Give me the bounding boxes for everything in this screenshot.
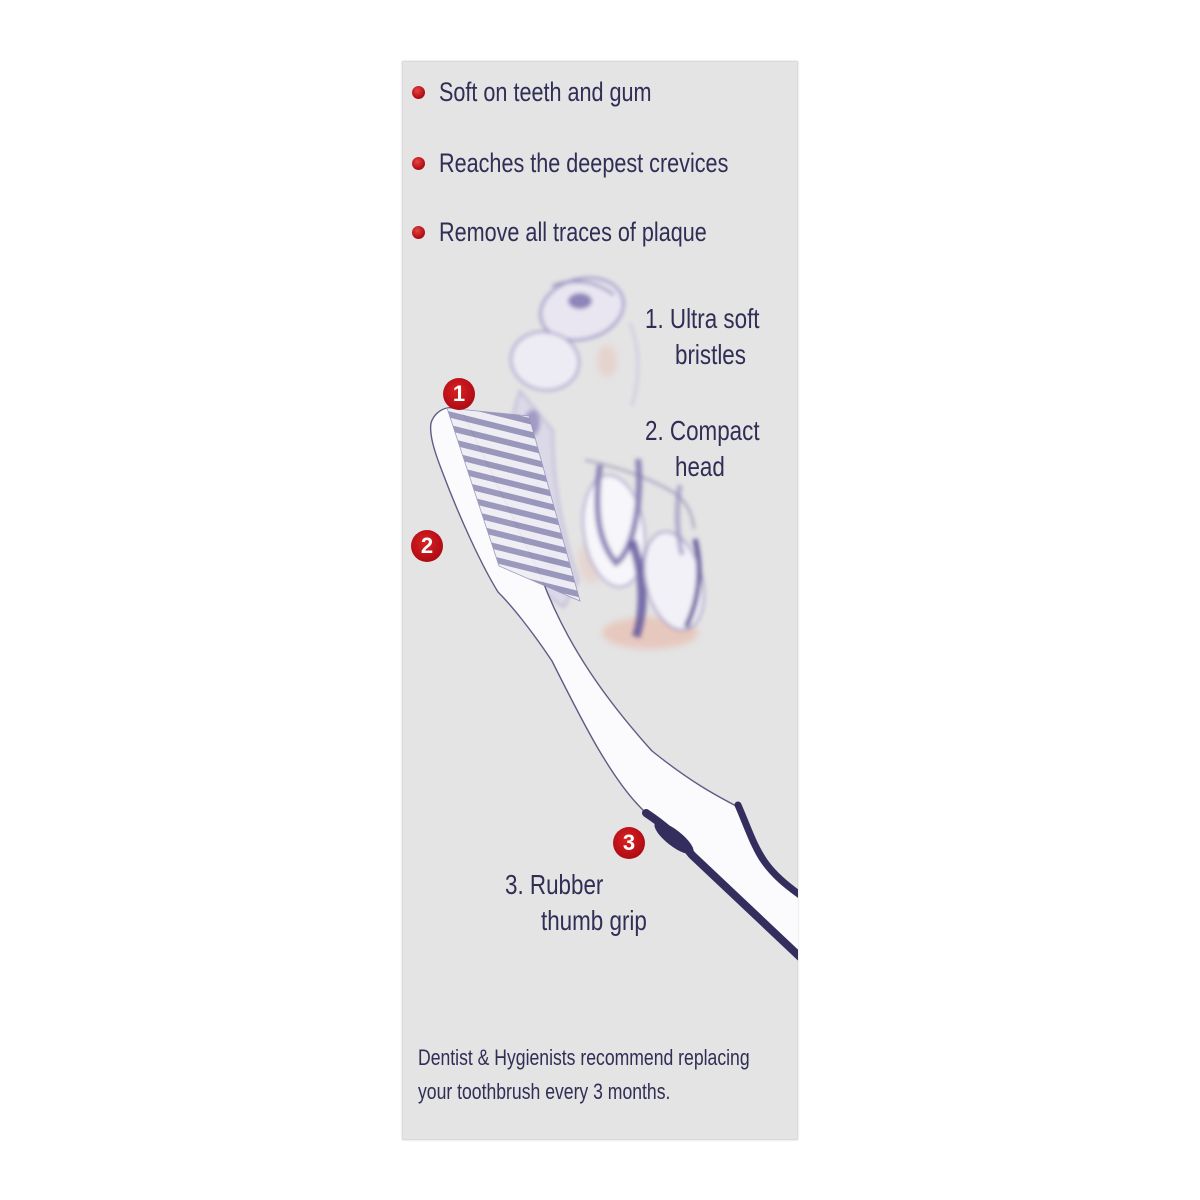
bullet-dot-icon [412,226,425,239]
bullet-label: Reaches the deepest crevices [439,148,729,178]
feature-label-3: 3. Rubber thumb grip [505,869,647,936]
callout-badge-2: 2 [411,530,443,562]
callout-badge-1: 1 [443,378,475,410]
feature-label-1: 1. Ultra soft bristles [645,303,760,370]
bullet-dot-icon [412,86,425,99]
bullet-label: Soft on teeth and gum [439,77,652,107]
footer-note: Dentist & Hygienists recommend replacing your toothbrush every 3 months. [418,1045,750,1104]
bullet-item [412,76,705,108]
bullet-label: Remove all traces of plaque [439,217,707,247]
product-panel [402,61,798,1140]
bullet-item [412,147,801,179]
feature-label-2: 2. Compact head [645,415,760,482]
bullet-dot-icon [412,157,425,170]
callout-badge-3: 3 [613,827,645,859]
bullet-item [412,216,774,248]
